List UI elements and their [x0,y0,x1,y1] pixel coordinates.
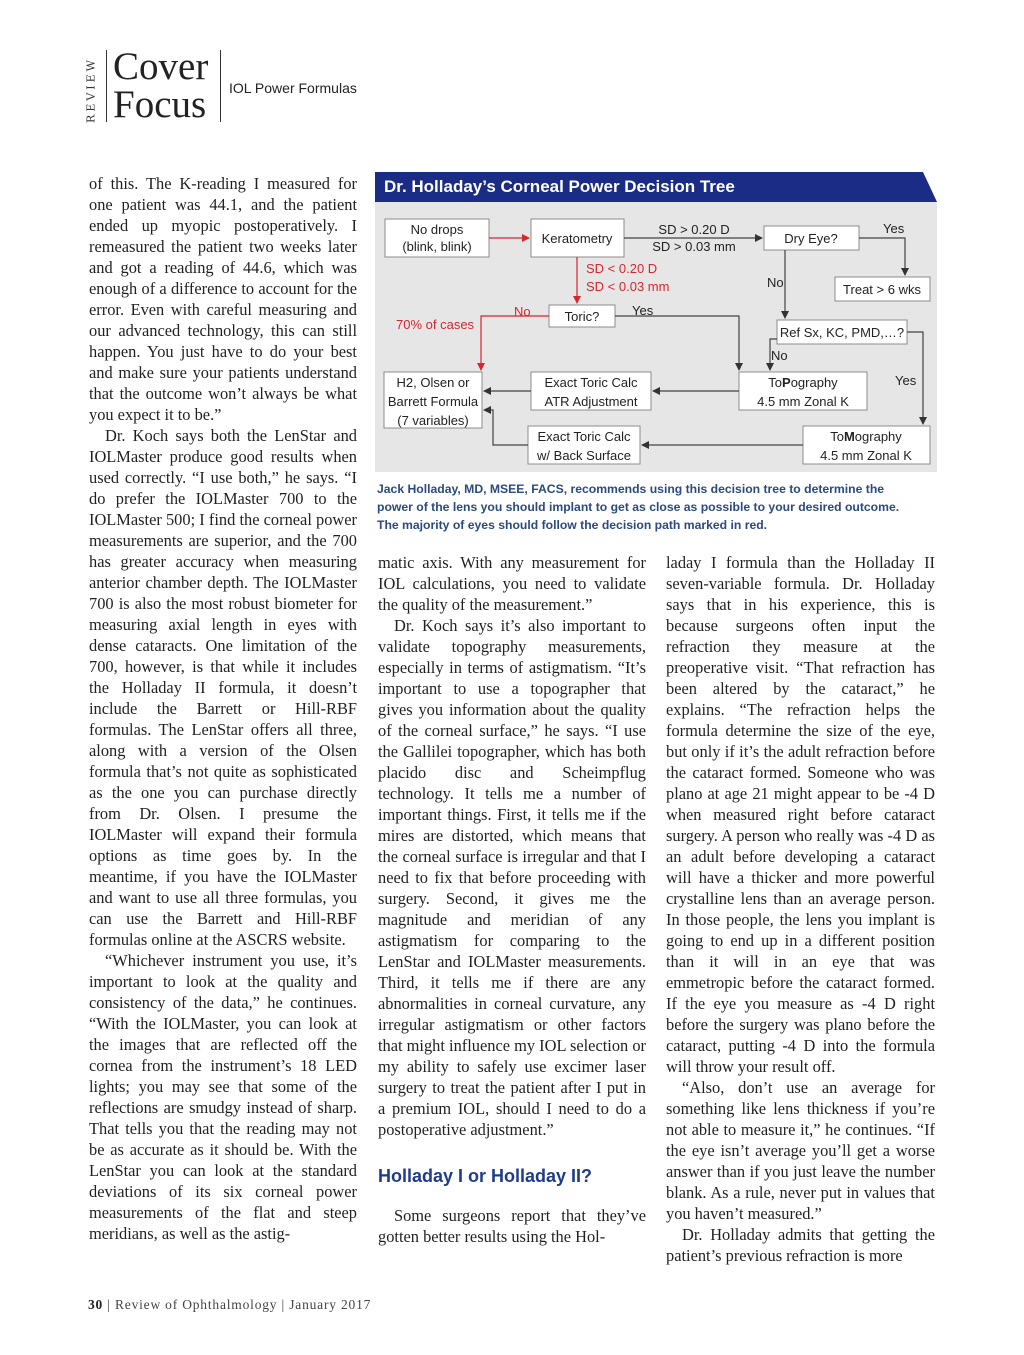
node-label: Ref Sx, KC, PMD,…? [779,325,905,340]
node-label: Barrett Formula [387,394,479,409]
page-number: 30 [88,1297,104,1312]
node-label: Exact Toric Calc [537,429,631,444]
node-label: Toric? [564,309,600,324]
caption-line: Jack Holladay, MD, MSEE, FACS, recommends using this decision tree to determine the [377,482,885,496]
edge-label: Yes [632,303,654,318]
decision-tree-figure [375,172,937,472]
figure-caption [377,480,937,534]
section-subtitle: IOL Power Formulas [229,80,357,96]
page-footer: 30 | Review of Ophthalmology | January 2017 [88,1297,372,1312]
paragraph: “Whichever instrument you use, it’s important to look at the quality and consistency of the data,” he continues. “With the IOLMaster, you can look at the images that are reflected off the cornea from the instrument’s 18 LED lights; you may see that some of the reflections are smudgy instead of sharp. That tells you that the reading may not be as accurate as it should be. With the LenStar you can look at the standard deviations of its six corneal power measurements of the flat and steep meridians, as well as the astig- [89,951,357,1243]
edge-label: Yes [895,373,917,388]
figure-title: Dr. Holladay’s Corneal Power Decision Tree [375,172,937,202]
paragraph: of this. The K-reading I measured for one patient was 44.1, and the patient ended up myopic postoperatively. I remeasured the patient two weeks later and got a reading of 44.6, which was enough of a difference to account for the error. Even with careful measuring and our advanced technology, this can still happen. You just have to do your best and make sure your patients understand that the outcome won’t always be what you expect it to be.” [89,174,357,424]
node-label: H2, Olsen or [396,375,470,390]
path-arrow [484,410,528,445]
node-label: (7 variables) [397,413,469,428]
section-heading: Holladay I or Holladay II? [378,1166,593,1186]
article-column-2 [378,552,646,1247]
node-label: Keratometry [541,231,613,246]
review-label: REVIEW [84,57,98,123]
paragraph: Dr. Holladay admits that getting the patient’s previous refraction is more [666,1225,935,1265]
paragraph: laday I formula than the Holladay II seven-variable formula. Dr. Holladay says that in his experience, this is because surgeons often input the refraction they measure at the preoperative visit. “That refraction has been altered by the cataract,” he explains. “The refraction helps the formula determine the size of the eye, but only if it’s the adult refraction before the cataract formed. Someone who was plano at age 21 might appear to be -4 D when measured right before cataract surgery. A person who really was -4 D as an adult before developing a cataract will have a thicker and more powerful crystalline lens than an average person. In those people, the lens you implant is going to end up in a different position than it will in an eye that was emmetropic before the cataract formed. If the eye you measure as -4 D right before the surgery was plano before the cataract, putting -4 D into the formula will throw your result off. [666,553,935,1076]
node-label: Treat > 6 wks [843,282,921,297]
node-label: 4.5 mm Zonal K [757,394,849,409]
edge-label: No [767,275,784,290]
edge-label-red: 70% of cases [396,317,475,332]
edge-label: Yes [883,221,905,236]
node-label: (blink, blink) [402,239,472,254]
path-arrow [615,316,739,370]
edge-label: SD > 0.03 mm [652,239,736,254]
edge-label-red: SD < 0.03 mm [586,279,670,294]
paragraph: “Also, don’t use an average for something like lens thickness if you’re not able to measure it,” he continues. “If the eye isn’t average you’ll get a worse answer than if you just leave the number blank. As a rule, never put in values that you haven’t measured.” [666,1078,935,1223]
node-label: 4.5 mm Zonal K [820,448,912,463]
decision-tree-diagram [375,172,937,472]
node-label: w/ Back Surface [537,448,631,463]
edge-label-red: No [514,304,531,319]
paragraph: Some surgeons report that they’ve gotten better results using the Hol- [378,1206,646,1246]
paragraph: Dr. Koch says both the LenStar and IOLMaster produce good results when used correctly. “I use both,” he says. “I do prefer the IOLMaster 700 to the IOLMaster 500; I find the corneal power measurements are superior, and the 700 has greater accuracy when measuring anterior chamber depth. The IOLMaster 700 is also the most robust biometer for measuring axial length in eyes with dense cataracts. One limitation of the 700, however, is that while it includes the Holladay II formula, it doesn’t include the Barrett or Hill-RBF formulas. The LenStar offers all three, along with a version of the Olsen formula that’s not quite as sophisticated as the one you can purchase directly from Dr. Olsen. I presume the IOLMaster will expand their formula options as time goes by. In the meantime, if you have the IOLMaster and want to use all three formulas, you can use the Barrett and Hill-RBF formulas online at the ASCRS website. [89,426,357,949]
header-divider [220,50,221,122]
node-label: ATR Adjustment [544,394,638,409]
node-label: Dry Eye? [784,231,838,246]
article-column-3 [666,552,935,1266]
paragraph: matic axis. With any measurement for IOL calculations, you need to validate the quality of the measurement.” [378,553,646,614]
edge-label-red: SD < 0.20 D [586,261,658,276]
edge-label: SD > 0.20 D [658,222,730,237]
node-label: No drops [410,222,464,237]
paragraph: Dr. Koch says it’s also important to validate topography measurements, especially in terms of astigmatism. “It’s important to use a topographer that gives you information about the quality of the corneal surface,” he says. “I use the Gallilei topographer, which has both placido disc and Scheimpflug technology. It tells me a number of important things. First, it tells me if the mires are distorted, which means that the corneal surface is irregular and that I need to fix that before proceeding with surgery. Second, it gives me the magnitude and meridian of any astigmatism for comparing to the LenStar and IOLMaster measurements. Third, it tells me if there are any abnormalities in corneal curvature, any irregular astigmatism or other factors that might influence my IOL selection or my ability to safely use excimer laser surgery to treat the patient after I put in a premium IOL, should I need to do a postoperative adjustment.” [378,616,646,1139]
header-divider [106,50,107,122]
path-arrow [859,238,905,275]
caption-line: The majority of eyes should follow the decision path marked in red. [377,518,768,532]
section-title: Cover Focus [113,45,209,126]
edge-label: No [771,348,788,363]
node-label: Exact Toric Calc [544,375,638,390]
caption-line: power of the lens you should implant to get as close as possible to your desired outcome. [377,500,900,514]
article-column-1 [89,173,357,1244]
node-label: ToMography [830,429,902,444]
node-label: ToPography [768,375,838,390]
issue-date: January 2017 [289,1297,372,1312]
path-arrow-red [481,316,549,370]
magazine-name: Review of Ophthalmology [114,1297,278,1312]
